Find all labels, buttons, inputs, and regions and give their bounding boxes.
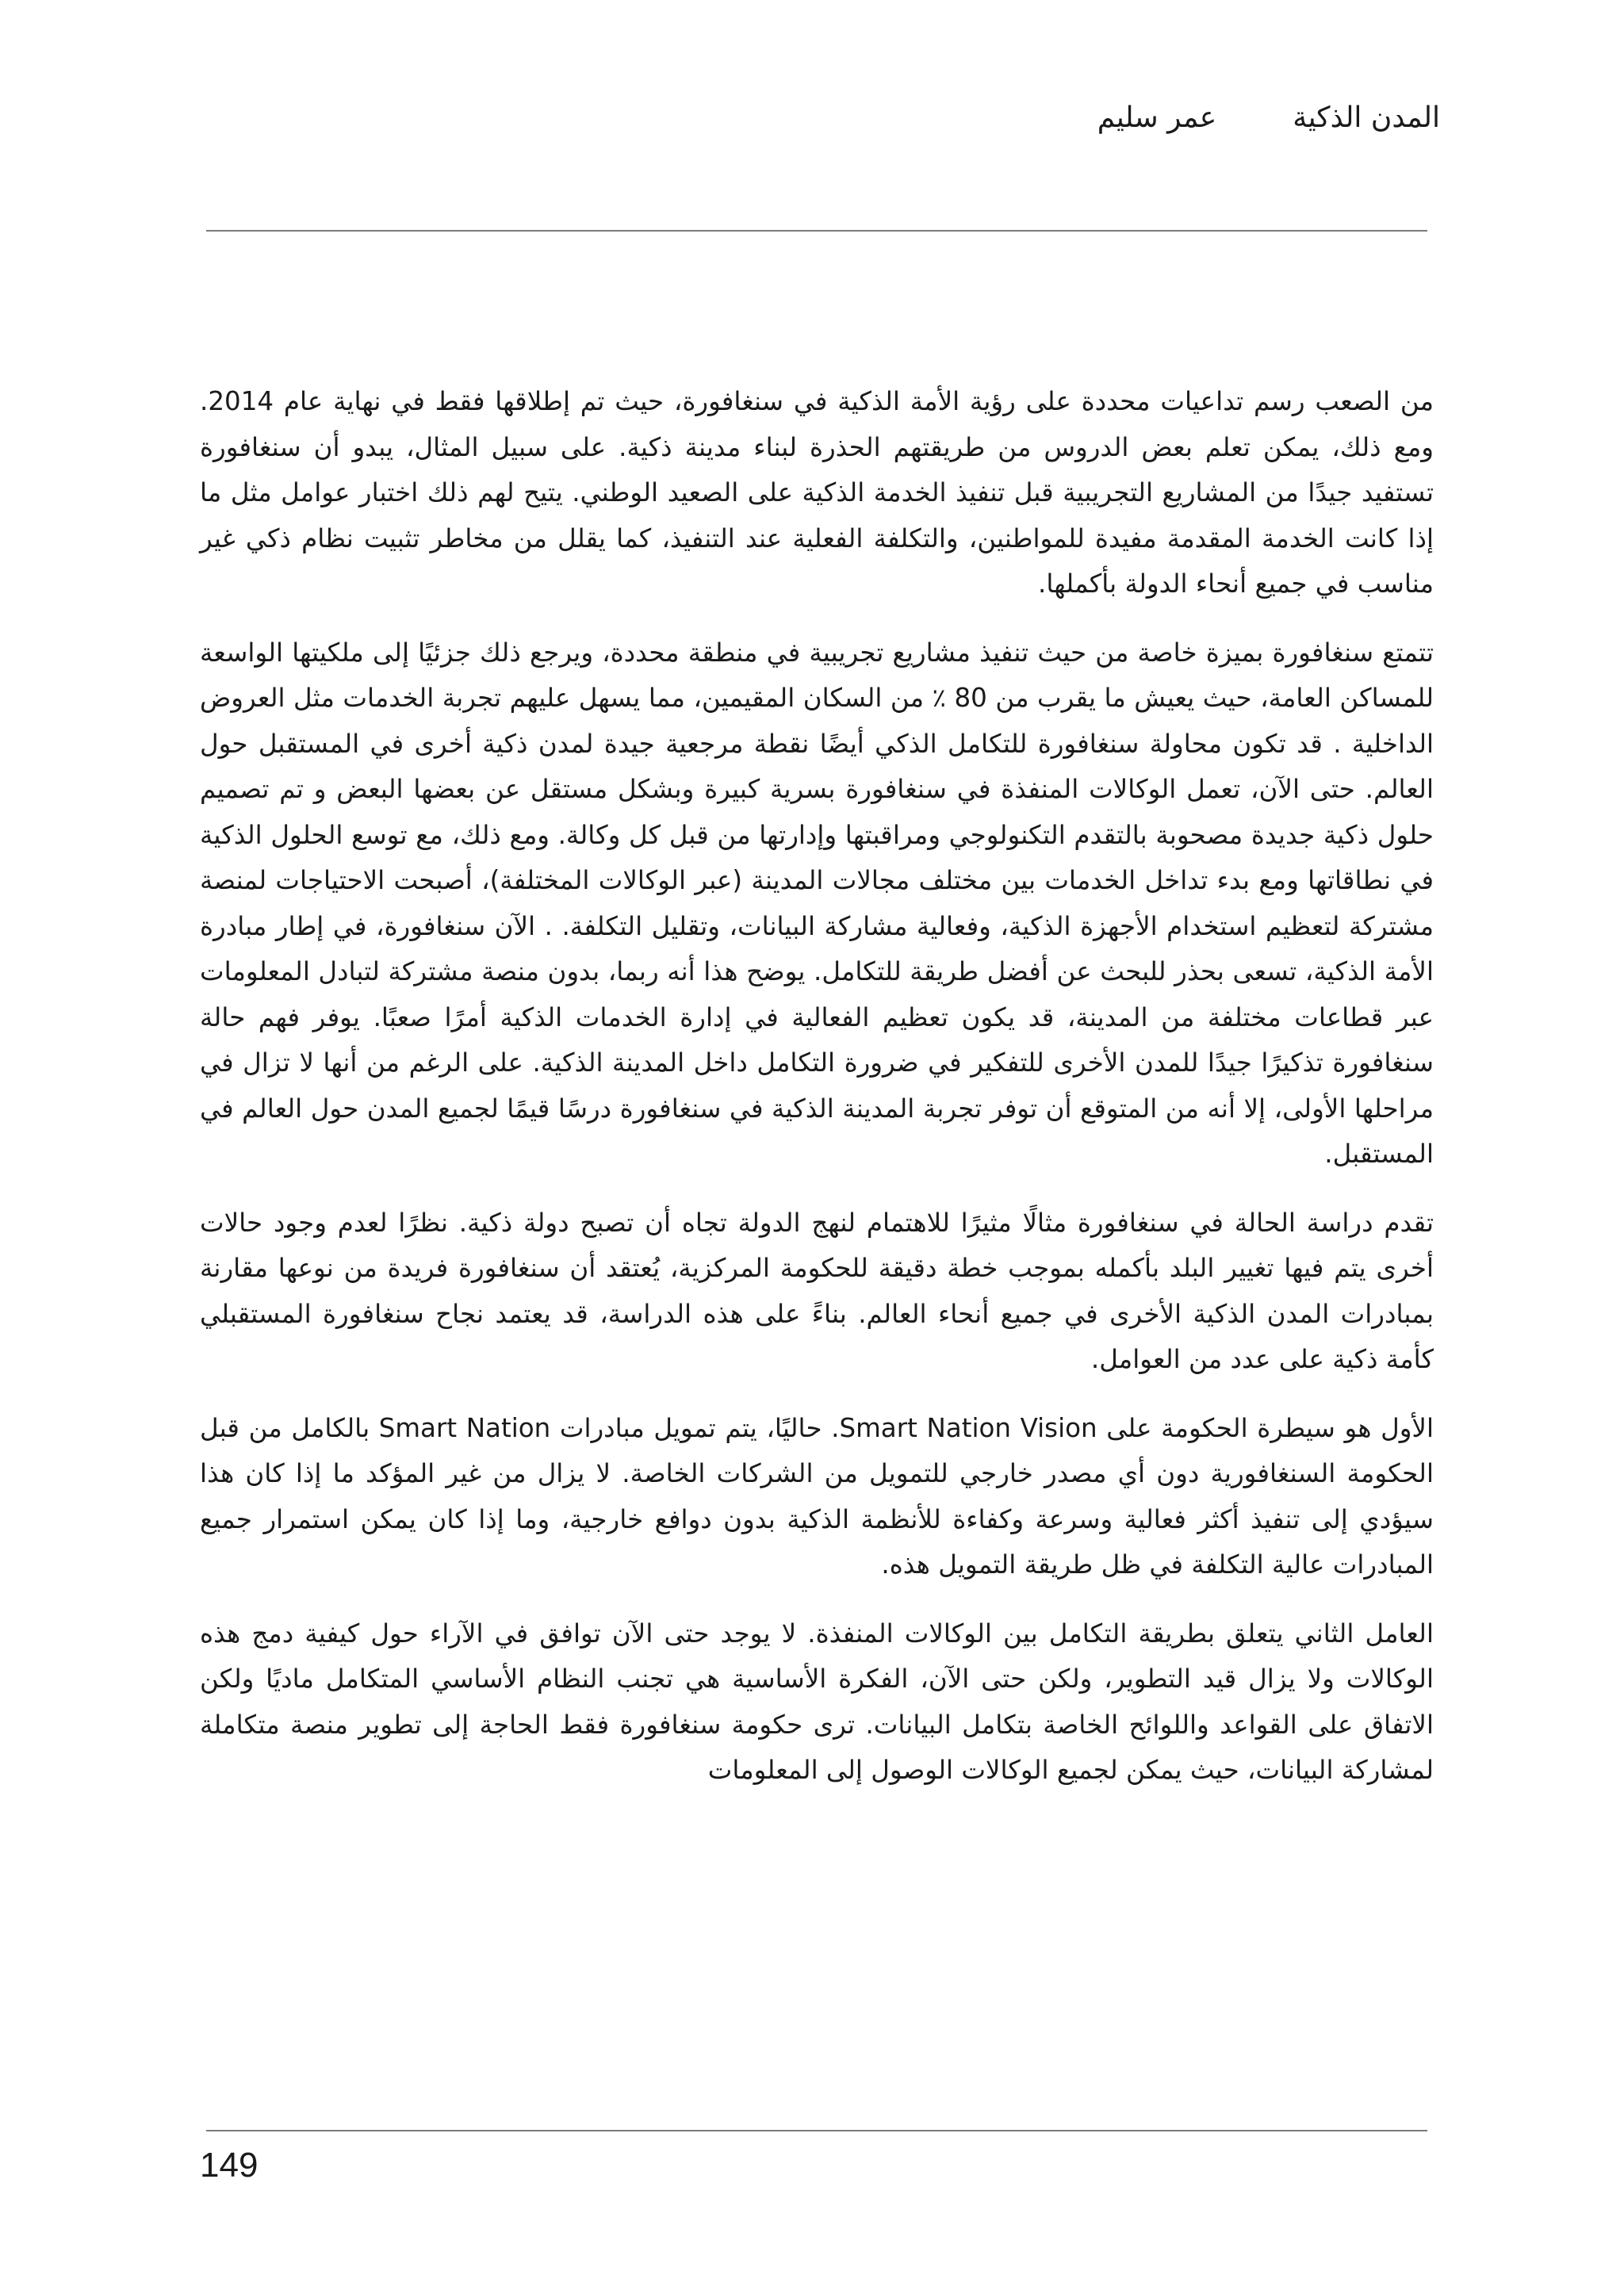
- running-header: [171, 94, 1440, 141]
- body-text: [200, 379, 1434, 1817]
- footer-divider: [206, 2130, 1427, 2131]
- page-number: 149: [200, 2146, 259, 2185]
- paragraph: الأول هو سيطرة الحكومة على Smart Nation Vision. حاليًا، يتم تمويل مبادرات Smart Nation بالكامل من قبل الحكومة السنغافورية دون أي مصدر خارجي للتمويل من الشركات الخاصة. لا يزال من غير المؤكد ما إذا كان هذا سيؤدي إلى تنفيذ أكثر فعالية وسرعة وكفاءة للأنظمة الذكية بدون دوافع خارجية، وما إذا كان يمكن استمرار جميع المبادرات عالية التكلفة في ظل طريقة التمويل هذه.: [200, 1412, 1434, 1580]
- paragraph: من الصعب رسم تداعيات محددة على رؤية الأمة الذكية في سنغافورة، حيث تم إطلاقها فقط في نهاية عام 2014. ومع ذلك، يمكن تعلم بعض الدروس من طريقتهم الحذرة لبناء مدينة ذكية. على سبيل المثال، يبدو أن سنغافورة تستفيد جيدًا من المشاريع التجريبية قبل تنفيذ الخدمة الذكية على الصعيد الوطني. يتيح لهم ذلك اختبار عوامل مثل ما إذا كانت الخدمة المقدمة مفيدة للمواطنين، والتكلفة الفعلية عند التنفيذ، كما يقلل من مخاطر تثبيت نظام ذكي غير مناسب في جميع أنحاء الدولة بأكملها.: [200, 386, 1434, 599]
- header-book-title: المدن الذكية: [1293, 101, 1440, 134]
- header-divider: [206, 230, 1427, 232]
- paragraph: تقدم دراسة الحالة في سنغافورة مثالًا مثيرًا للاهتمام لنهج الدولة تجاه أن تصبح دولة ذكية. نظرًا لعدم وجود حالات أخرى يتم فيها تغيير البلد بأكمله بموجب خطة دقيقة للحكومة المركزية، يُعتقد أن سنغافورة فريدة من نوعها مقارنة بمبادرات المدن الذكية الأخرى في جميع أنحاء العالم. بناءً على هذه الدراسة، قد يعتمد نجاح سنغافورة المستقبلي كأمة ذكية على عدد من العوامل.: [200, 1207, 1434, 1374]
- paragraph: العامل الثاني يتعلق بطريقة التكامل بين الوكالات المنفذة. لا يوجد حتى الآن توافق في الآراء حول كيفية دمج هذه الوكالات ولا يزال قيد التطوير، ولكن حتى الآن، الفكرة الأساسية هي تجنب النظام الأساسي المتكامل ماديًا ولكن الاتفاق على القواعد واللوائح الخاصة بتكامل البيانات. ترى حكومة سنغافورة فقط الحاجة إلى تطوير منصة متكاملة لمشاركة البيانات، حيث يمكن لجميع الوكالات الوصول إلى المعلومات: [200, 1618, 1434, 1785]
- paragraph: تتمتع سنغافورة بميزة خاصة من حيث تنفيذ مشاريع تجريبية في منطقة محددة، ويرجع ذلك جزئيًا إلى ملكيتها الواسعة للمساكن العامة، حيث يعيش ما يقرب من 80 ٪ من السكان المقيمين، مما يسهل عليهم تجربة الخدمات مثل العروض الداخلية . قد تكون محاولة سنغافورة للتكامل الذكي أيضًا نقطة مرجعية جيدة لمدن ذكية أخرى في المستقبل حول العالم. حتى الآن، تعمل الوكالات المنفذة في سنغافورة بسرية كبيرة وبشكل مستقل عن بعضها البعض و تم تصميم حلول ذكية جديدة مصحوبة بالتقدم التكنولوجي ومراقبتها وإدارتها من قبل كل وكالة. ومع ذلك، مع توسع الحلول الذكية في نطاقاتها ومع بدء تداخل الخدمات بين مختلف مجالات المدينة (عبر الوكالات المختلفة)، أصبحت الاحتياجات لمنصة مشتركة لتعظيم استخدام الأجهزة الذكية، وفعالية مشاركة البيانات، وتقليل التكلفة. . الآن سنغافورة، في إطار مبادرة الأمة الذكية، تسعى بحذر للبحث عن أفضل طريقة للتكامل. يوضح هذا أنه ربما، بدون منصة مشتركة لتبادل المعلومات عبر قطاعات مختلفة من المدينة، قد يكون تعظيم الفعالية في إدارة الخدمات الذكية أمرًا صعبًا. يوفر فهم حالة سنغافورة تذكيرًا جيدًا للمدن الأخرى للتفكير في ضرورة التكامل داخل المدينة الذكية. على الرغم من أنها لا تزال في مراحلها الأولى، إلا أنه من المتوقع أن توفر تجربة المدينة الذكية في سنغافورة درسًا قيمًا لجميع المدن حول العالم في المستقبل.: [200, 637, 1434, 1169]
- header-author: عمر سليم: [1097, 101, 1217, 134]
